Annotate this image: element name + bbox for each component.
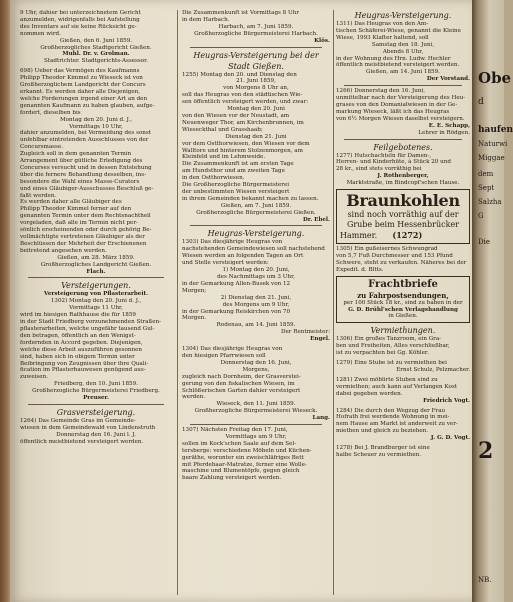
text-line: Donnerstag den 16. Juni, xyxy=(220,359,292,366)
court-name: Großherzogliche Bürgermeisterei Gießen. xyxy=(196,209,316,216)
section-heading-grasversteigerung: Grasversteigerung. xyxy=(56,407,136,417)
braunkohlen-advert xyxy=(336,189,470,244)
text-line: Großherzoglichem Landgericht der Concurs xyxy=(20,82,146,89)
text-line: Es werden daher alle Gläubiger des xyxy=(20,199,122,206)
text-line: soll das Heugras von den städtischen Wie- xyxy=(182,92,303,99)
facing-page-text: Miggae xyxy=(478,154,505,162)
advert-line: Grube beim Hessenbrücker xyxy=(346,220,460,230)
text-line: Walltore und hinterem Stolzenmorgen, am xyxy=(182,147,303,154)
text-line: zuweisen. xyxy=(20,374,48,381)
facing-page-text: d xyxy=(478,97,484,107)
text-line: Arrangement über gütliche Erledigung des xyxy=(20,158,143,165)
text-line: 1278) Bei J. Brandburger ist eine xyxy=(336,445,430,452)
signature-title: Lehrer in Rödgen. xyxy=(418,129,470,136)
court-name: Großherzogliche Bürgermeisterei Wieseck. xyxy=(194,408,318,415)
advert-line-text: Hammer. xyxy=(340,231,378,241)
text-line: fordert, dieselben bis xyxy=(20,109,81,116)
text-line: Concursmasse. xyxy=(20,144,63,151)
text-line: und eines Gläubiger-Ausschusses Beschluß ge- xyxy=(20,185,154,192)
text-line: vorgeladen, daß alle im Termin nicht per- xyxy=(20,220,138,227)
text-line: 9 Uhr, dahier bei unterzeichnetem Gericht xyxy=(20,10,141,16)
facing-page-edge xyxy=(472,0,513,602)
text-line: halbe Scheuer zu vermiethen. xyxy=(336,451,422,458)
book-spine xyxy=(0,0,10,602)
text-line: Schlößerischen Garten dahier versteigert xyxy=(182,387,301,394)
column-left xyxy=(20,10,172,595)
facing-page-text: G xyxy=(478,212,484,220)
section-heading-versteigerungen: Versteigerungen. xyxy=(61,281,131,291)
text-line: Morgen; xyxy=(182,287,207,294)
text-line: Wieseckthal und Grasshaab; xyxy=(182,126,263,133)
signature: Klös. xyxy=(314,37,330,44)
notice-date: Rodenau, am 14. Juni 1859. xyxy=(216,322,296,329)
advert-line: G. D. Brühl'schen Verlagshandlung xyxy=(348,306,458,313)
text-line: maschine und Blumentöpfe, gegen gleich xyxy=(182,468,300,475)
text-line: von 6½ Morgen Wiesen daselbst versteigern. xyxy=(336,115,465,122)
text-line: 1) Montag den 20. Juni, xyxy=(222,267,290,274)
text-line: 1305) Ein gußeisernes Schwungrad xyxy=(336,246,438,253)
term-time: Vormittags 10 Uhr, xyxy=(69,123,123,130)
text-line: nem Hause am Markt ist anderweit zu ver- xyxy=(336,421,458,428)
section-heading-vermiethungen: Vermiethungen. xyxy=(370,326,436,336)
text-line: vermiethen; auch kann auf Verlangen Kost xyxy=(336,383,457,390)
text-line: vollmächtigte vertretenen Gläubiger als der xyxy=(20,234,145,240)
text-line: dabei gegeben werden. xyxy=(336,390,403,397)
text-line: 1311) Das Heugras von den Am- xyxy=(336,21,429,27)
section-heading-heugras-giessen-2: Stadt Gießen. xyxy=(228,61,284,71)
text-line: in der Wohnung des Hrn. Ludw. Hechler xyxy=(336,55,451,62)
text-line: Ernst Schulz, Pelzmacher. xyxy=(396,367,470,373)
text-line: tischen Schäferei-Wiese, genannt die Kleine xyxy=(336,27,461,34)
text-line: Philipp Theodor Kimmel ferner auf den xyxy=(20,206,132,213)
text-line: sönlich erscheinenden oder durch gehörig Be- xyxy=(20,227,152,234)
text-line: sollen im Kock'schen Saale auf dem Sel- xyxy=(182,440,297,447)
term-date: Montag den 20. Juni d. J., xyxy=(59,116,133,123)
court-name: Großherzogliche Bürgermeisterei Friedberg. xyxy=(32,388,160,395)
signature: Engel. xyxy=(310,336,330,343)
text-line: und Stelle versteigert werden: xyxy=(182,260,269,267)
text-line: 1306) Ein großes Tanzroom, ein Gra- xyxy=(336,336,442,343)
text-line: Philipp Theodor Kimmel zu Wieseck ist von xyxy=(20,75,143,82)
text-line: Montag den 20. Juni xyxy=(227,106,285,113)
advert-line xyxy=(340,230,466,241)
text-line: Donnerstag den 16. Juni l. J. xyxy=(56,431,136,438)
signature: Der Vorstand. xyxy=(426,76,470,83)
facing-page-text: Naturwi xyxy=(478,140,508,148)
text-line: 1302) Montag den 20. Juni d. J., xyxy=(50,298,142,305)
text-line: sen öffentlich versteigert werden, und zwar: xyxy=(182,99,309,106)
text-line: der unbestimmten Wiesen versteigert xyxy=(182,188,290,195)
notice-date: Friedberg, den 10. Juni 1859. xyxy=(54,381,138,388)
advert-line: per 100 Stück 18 kr., sind zu haben in der xyxy=(343,299,463,306)
text-line: zugleich nach Dornheim, der Grasverstei- xyxy=(182,373,301,380)
text-line: anzumelden, widrigenfalls bei Aufstellung xyxy=(20,16,140,23)
text-line: 1277) Hutschachteln für Damen-, xyxy=(336,152,432,159)
text-line: Hofrath frei werdende Wohnung in mei- xyxy=(336,414,450,421)
text-line: geräthe, worunter ein zweischläfriges Bett xyxy=(182,454,304,461)
facing-page-text: dem xyxy=(478,170,494,178)
text-line: 1307) Nächsten Freitag den 17. Juni, xyxy=(182,427,288,434)
text-line: miethen und gleich zu beziehen. xyxy=(336,428,429,435)
text-line: dahier anzumelden, bei Vermeidung des sonst xyxy=(20,130,152,137)
signature: Lang. xyxy=(312,415,330,422)
text-line: über die fernere Behandlung desselben, ins- xyxy=(20,171,146,178)
signature: Flach. xyxy=(86,268,106,275)
text-line: in der Gemarkung Allen-Busek von 12 xyxy=(182,280,291,287)
text-line: Beschlüssen der Mehrheit der Erschienenen xyxy=(20,240,147,247)
text-line: ben und Freiheiten, Alles verschließbar, xyxy=(336,343,450,350)
text-line: 1303) Das diesjährige Heugras von xyxy=(182,239,283,246)
text-line: Die Großherzogliche Bürgermeisterei xyxy=(182,182,290,189)
text-line: von 5,7 Fuß Durchmesser und 153 Pfund xyxy=(336,252,453,259)
text-line: ist zu verpachten bei Gg. Köhler. xyxy=(336,350,429,357)
text-line: Samstag den 18. Juni, xyxy=(371,41,435,48)
text-line: tersberge: verschiedene Möbeln und Küchen- xyxy=(182,447,312,454)
notice-date: Gießen, am 14. Juni 1859. xyxy=(366,69,440,76)
text-line: grases von den Domanialwiesen in der Ge- xyxy=(336,101,458,108)
text-line: wird im hiesigen Rathhause die für 1859 xyxy=(20,312,136,319)
signature: Dr. Ebel. xyxy=(303,216,330,223)
text-line: nommen wird. xyxy=(20,30,61,37)
text-line: Die Zusammenkunft ist am ersten Tage xyxy=(182,161,294,168)
frachtbriefe-advert xyxy=(336,276,470,324)
text-line: mit Pferdehaar-Matratze, ferner eine Wolle- xyxy=(182,461,307,468)
advert-line: zu Fahrpostsendungen, xyxy=(357,290,449,300)
text-line: 1279) Eine Stube ist zu vermiethen bei xyxy=(336,360,447,367)
signature: Friedrich Vogt. xyxy=(423,397,470,404)
text-line: 1284) Die durch den Wegzug der Frau xyxy=(336,407,446,414)
section-heading-heugras: Heugras-Versteigerung. xyxy=(354,11,452,20)
text-line: Abends 8 Uhr, xyxy=(382,48,424,55)
text-line: Dienstag den 21. Juni xyxy=(225,133,287,140)
text-line: in ihrem Gemeinden bekannt machen zu lassen. xyxy=(182,195,319,202)
text-line: Zugleich soll in dem genannten Termin xyxy=(20,151,132,158)
text-line: in der Gemarkung Reiskirchen von 70 xyxy=(182,308,291,315)
facing-page-text: Obe xyxy=(478,69,512,87)
signature-title: Der Rentmeister: xyxy=(280,329,330,336)
text-line: wiesen in dem Gemeindewald von Lindenstruth xyxy=(20,424,156,431)
text-line: pflasterarbeiten, welche ungefähr tausend Gul- xyxy=(20,325,155,332)
notice-date: Gießen, am 28. März 1859. xyxy=(57,254,135,261)
court-name: Großherzogliches Landgericht Gießen. xyxy=(40,261,152,268)
text-line: von Morgens 8 Uhr an, xyxy=(223,85,289,92)
text-line: beitretend angesehen werden. xyxy=(20,247,107,254)
text-line: 2) Dienstag den 21. Juni, xyxy=(220,294,292,301)
column-middle xyxy=(182,10,330,595)
text-line: Neuenweger Thor, am Kirchenbrunnen, im xyxy=(182,119,304,126)
text-line: Wiesen werden an folgenden Tagen an Ort xyxy=(182,253,304,260)
notice-date: Wieseck, den 11. Juni 1859. xyxy=(216,401,296,408)
column-divider xyxy=(177,10,178,595)
text-line: 1281) Zwei möblirte Stuben sind zu xyxy=(336,376,438,383)
section-heading-heugras: Heugras-Versteigerung. xyxy=(207,229,305,239)
notice-date: Gießen, den 6. Juni 1859. xyxy=(59,37,133,44)
notice-date: Harbach, am 7. Juni 1859. xyxy=(218,23,294,30)
facing-page-text: Die xyxy=(478,238,490,246)
court-name: Großherzogliches Stadtgericht Gießen. xyxy=(40,44,152,51)
text-line: fication im Pflasterbauwesen genügend aus- xyxy=(20,367,146,374)
facing-page-text: 2 xyxy=(478,438,494,464)
advert-line: in Gießen. xyxy=(388,313,418,320)
text-line: unfehlbar eintretenden Ausschlusses von der xyxy=(20,137,149,144)
advert-headline: Frachtbriefe xyxy=(368,278,438,290)
facing-page-text: Salzha xyxy=(478,198,502,206)
text-line: den betragen, öffentlich an den Wenigst- xyxy=(20,332,136,339)
text-line: des Morgens um 9 Uhr, xyxy=(222,301,290,308)
advert-number: (1272) xyxy=(392,230,423,241)
text-line: 1255) Montag den 20. und Dienstag den xyxy=(182,71,297,78)
text-line: öffentlich meistbietend versteigert werden. xyxy=(20,438,144,445)
text-line: Die Zusammenkunft ist Vormittags 8 Uhr xyxy=(182,10,300,16)
signature: Muhl. Dr. v. Grolman. xyxy=(62,51,130,58)
text-line: Versteigerung von Pflasterarbeit. xyxy=(44,291,148,298)
signature: J. G. D. Vogt. xyxy=(430,435,470,442)
advert-headline: Braunkohlen xyxy=(346,191,460,211)
text-line: von den Wiesen vor der Neustadt, am xyxy=(182,112,290,119)
text-line: Morgens, xyxy=(242,366,270,373)
text-line: vor dem Ostthorwiesen, den Wiesen vor dem xyxy=(182,140,310,147)
court-name: Großherzogliche Bürgermeisterei Harbach. xyxy=(194,30,318,37)
text-line: am Hundsthor und am zweiten Tage xyxy=(182,168,285,175)
text-line: genannten Termin unter dem Rechtsnachtheil xyxy=(20,213,151,220)
signature-address: Marktstraße, im Bindcopf'schen Hause. xyxy=(346,180,460,187)
text-line: baare Zahlung versteigert werden. xyxy=(182,475,282,482)
text-line: 21. Juni 1859, xyxy=(236,78,276,85)
text-line: sind, haben sich in obigem Termin unter xyxy=(20,353,135,360)
advert-line: sind noch vorräthig auf der xyxy=(347,210,459,220)
text-line: unmittelbar nach der Versteigerung des Heu- xyxy=(336,95,466,102)
text-line: in den Ostthorwiesen. xyxy=(182,175,245,182)
text-line: erkannt. Es werden daher alle Diejenigen, xyxy=(20,88,141,95)
facing-page-text: Sept xyxy=(478,184,495,192)
text-line: des Nachmittags um 3 Uhr, xyxy=(217,274,295,280)
text-line: Beibringung von Zeugnissen über ihre Quali- xyxy=(20,360,149,367)
text-line: faßt werden. xyxy=(20,192,57,199)
text-line: Concurses versucht und in dessen Entstehung xyxy=(20,164,152,171)
text-line: 28 kr., sind stets vorräthig bei xyxy=(336,166,422,173)
text-line: nachstehenden Gemeindewiesen soll nachstehend xyxy=(182,246,325,253)
section-heading-feilgebotenes: Feilgebotenes. xyxy=(373,142,433,152)
facing-page-text: NB. xyxy=(478,576,492,584)
text-line: in dem Harbach. xyxy=(182,16,230,23)
text-line: fordernden in Accord gegeben. Diejenigen, xyxy=(20,339,143,346)
text-line: Expedit. d. Bltts. xyxy=(336,266,384,273)
text-line: den hiesigen Pfarrwiesen soll xyxy=(182,352,266,359)
text-line: welche Forderungen irgend einer Art an den xyxy=(20,95,148,102)
text-line: Schwere, steht zu verkaufen. Näheres bei der xyxy=(336,259,467,266)
text-line: Vormittags um 9 Uhr, xyxy=(225,433,287,440)
column-right xyxy=(336,10,470,595)
signature-titles: Stadtrichter. Stadtgerichts-Assessor. xyxy=(44,58,148,65)
column-divider xyxy=(333,10,334,595)
text-line: in der Stadt Friedberg vorzunehmenden Straßen- xyxy=(20,319,162,326)
text-line: 698) Ueber das Vermögen des Kaufmanns xyxy=(20,68,140,75)
signature: Preuser. xyxy=(83,395,109,402)
signature: E. E. Schapp, xyxy=(428,122,470,129)
section-heading-heugras-giessen: Heugras-Versteigerung bei der xyxy=(193,50,319,60)
facing-page-text: haufen xyxy=(478,125,513,135)
text-line: Wiese, 1993 Klafter haltend, soll xyxy=(336,34,429,41)
text-line: des Inventars auf sie keine Rücksicht ge- xyxy=(20,23,137,30)
text-line: werden. xyxy=(182,394,206,401)
text-line: welche diese Arbeit auszuführen gesonnen xyxy=(20,346,143,353)
text-line: öffentlich meistbietend versteigert werden. xyxy=(336,62,460,69)
signature: J. Rothenberger, xyxy=(377,173,429,180)
text-line: markung Wieseck, läßt ich das Heugras xyxy=(336,108,450,115)
text-line: 1304) Das diesjährige Heugras von xyxy=(182,346,283,353)
text-line: Morgen. xyxy=(182,315,207,322)
notice-date: Gießen, am 7. Juni 1859. xyxy=(220,202,292,209)
text-line: genannten Kaufmann zu haben glauben, aufge- xyxy=(20,102,155,109)
text-line: Kleinfeld und im Lehmweide. xyxy=(182,154,266,161)
text-line: gerung von den fiskalischen Wiesen, im xyxy=(182,380,295,387)
text-line: Vormittags 11 Uhr, xyxy=(69,305,123,312)
text-line: besondere die Wahl eines Masse-Curators xyxy=(20,178,140,185)
text-line: 1264) Das Gemeinde Gras im Gemeinde- xyxy=(20,417,136,424)
text-line: Herren- und Kinderhüte, à Stück 20 und xyxy=(336,159,451,166)
text-line: 1266) Donnerstag den 16. Juni, xyxy=(336,88,426,95)
